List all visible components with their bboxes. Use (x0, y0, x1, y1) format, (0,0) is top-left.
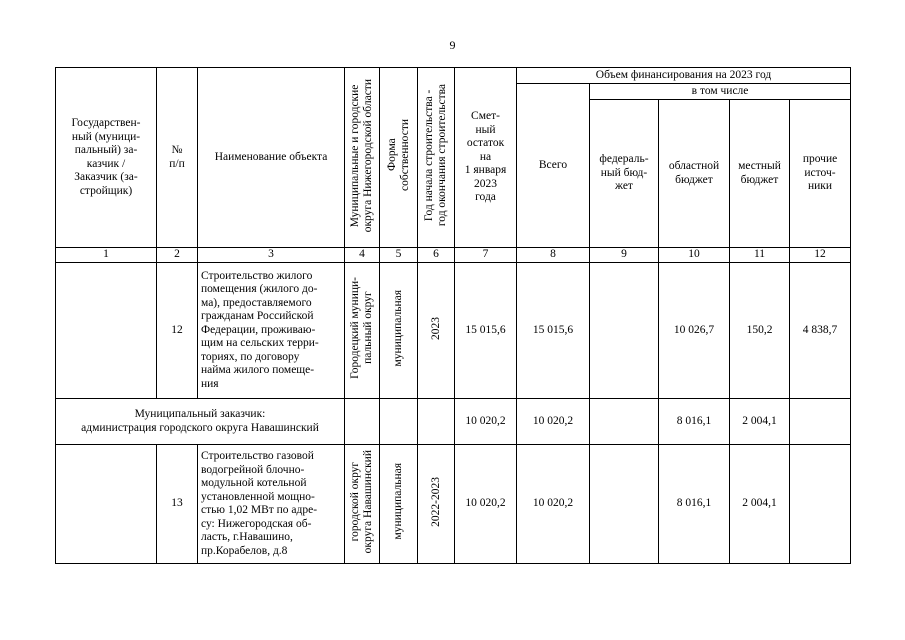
page-number: 9 (449, 38, 456, 52)
cell-municipal: городской округ округа Навашинский (345, 445, 380, 564)
cell-estimate: 15 015,6 (455, 263, 517, 399)
cell-federal (590, 399, 659, 445)
cell-estimate: 10 020,2 (455, 445, 517, 564)
col-number: 11 (730, 248, 790, 263)
cell-federal (590, 445, 659, 564)
header-funding: Объем финансирования на 2023 год (517, 68, 851, 84)
header-federal: федераль- ный бюд- жет (590, 100, 659, 248)
cell-customer (56, 263, 157, 399)
header-including: в том числе (590, 84, 851, 100)
col-number: 8 (517, 248, 590, 263)
customer-label: Муниципальный заказчик: администрация городского округа Навашинский (56, 399, 345, 445)
header-customer: Государствен- ный (муници- пальный) за- казчик / Заказчик (за- стройщик) (56, 68, 157, 248)
col-number: 6 (418, 248, 455, 263)
cell-local: 2 004,1 (730, 399, 790, 445)
cell-regional: 8 016,1 (659, 445, 730, 564)
header-total: Всего (517, 84, 590, 248)
cell-years (418, 399, 455, 445)
cell-customer (56, 445, 157, 564)
header-object-name: Наименование объекта (198, 68, 345, 248)
col-number: 10 (659, 248, 730, 263)
cell-object-name: Строительство жилого помещения (жилого до- ма), предоставляемого гражданам Российской Федерации, проживаю- щим на сельских терри- ториях, по договору найма жилого помеще- ния (198, 263, 345, 399)
cell-ownership: муниципальная (380, 445, 418, 564)
cell-municipal: Городецкий муници- пальный округ (345, 263, 380, 399)
cell-regional: 8 016,1 (659, 399, 730, 445)
header-row-1 (56, 68, 851, 84)
table-row (56, 445, 851, 564)
header-years: Год начала строительства - год окончания строительства (418, 68, 455, 248)
col-number: 2 (157, 248, 198, 263)
col-number: 5 (380, 248, 418, 263)
cell-estimate: 10 020,2 (455, 399, 517, 445)
col-number: 7 (455, 248, 517, 263)
cell-municipal (345, 399, 380, 445)
cell-ownership (380, 399, 418, 445)
cell-other (790, 445, 851, 564)
col-number: 3 (198, 248, 345, 263)
cell-num: 12 (157, 263, 198, 399)
header-num: № п/п (157, 68, 198, 248)
cell-local: 2 004,1 (730, 445, 790, 564)
cell-total: 10 020,2 (517, 445, 590, 564)
cell-num: 13 (157, 445, 198, 564)
cell-other (790, 399, 851, 445)
funding-table (55, 67, 851, 564)
cell-total: 10 020,2 (517, 399, 590, 445)
cell-total: 15 015,6 (517, 263, 590, 399)
col-number: 12 (790, 248, 851, 263)
col-number: 4 (345, 248, 380, 263)
table-row (56, 263, 851, 399)
col-number: 1 (56, 248, 157, 263)
cell-local: 150,2 (730, 263, 790, 399)
cell-other: 4 838,7 (790, 263, 851, 399)
header-regional: областной бюджет (659, 100, 730, 248)
cell-ownership: муниципальная (380, 263, 418, 399)
header-estimate: Смет- ный остаток на 1 января 2023 года (455, 68, 517, 248)
cell-years: 2023 (418, 263, 455, 399)
column-numbers-row (56, 248, 851, 263)
col-number: 9 (590, 248, 659, 263)
cell-years: 2022-2023 (418, 445, 455, 564)
customer-row (56, 399, 851, 445)
cell-regional: 10 026,7 (659, 263, 730, 399)
header-other: прочие источ- ники (790, 100, 851, 248)
cell-object-name: Строительство газовой водогрейной блочно- модульной котельной установленной мощно- стью 1,02 МВт по адре- су: Нижегородская об- ласть, г.Навашино, пр.Корабелов, д.8 (198, 445, 345, 564)
header-municipal: Муниципальные и городские округа Нижегородской области (345, 68, 380, 248)
cell-federal (590, 263, 659, 399)
header-ownership: Форма собственности (380, 68, 418, 248)
header-local: местный бюджет (730, 100, 790, 248)
